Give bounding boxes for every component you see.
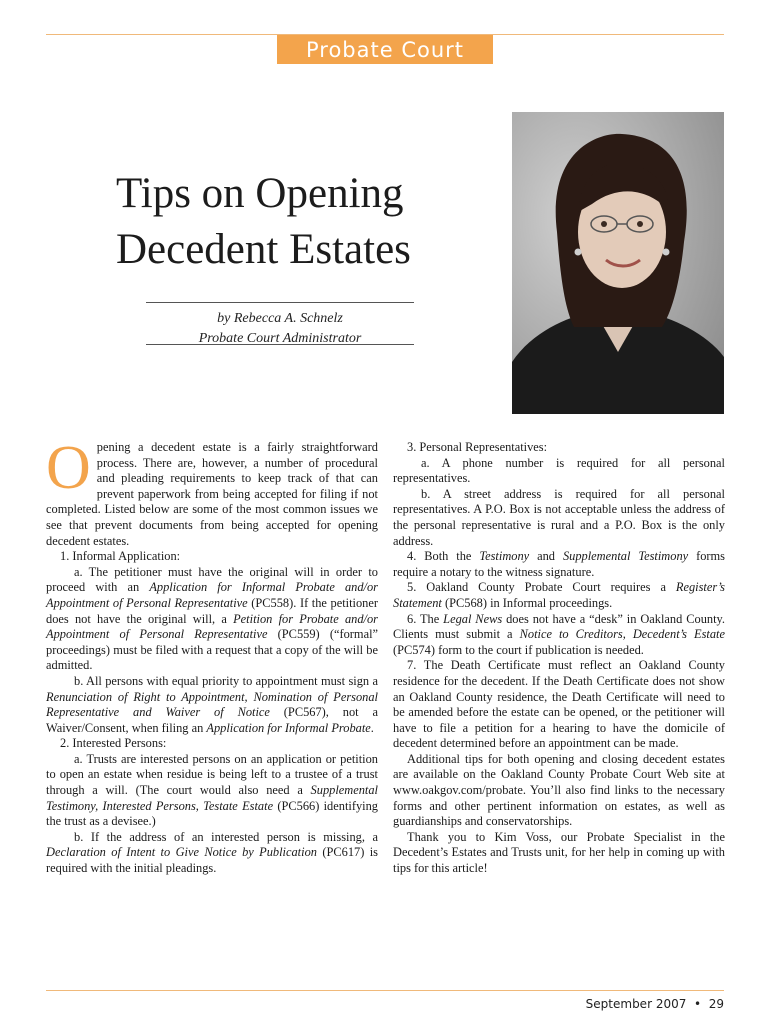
title-line-2: Decedent Estates	[116, 226, 411, 273]
list-item: 2. Interested Persons:	[60, 736, 167, 751]
author-photo	[512, 112, 724, 414]
article-column-right	[393, 440, 725, 877]
article-title	[116, 166, 496, 278]
footer-separator: •	[694, 997, 702, 1011]
list-item: b. If the address of an interested person is missing, a Declaration of Intent to Give Notice by Publication (PC617) is required with the initial pleadings.	[46, 829, 378, 876]
byline	[146, 309, 414, 349]
list-item: a. The petitioner must have the original will in order to proceed with an Application for Informal Probate and/or Appointment of Personal Representative (PC558). If the petitioner does not have the original will, a Petition for Probate and/or Appointment of Personal Representative (PC559) (“formal” proceedings) must be filed with a request that a copy of the will be admitted.	[46, 564, 379, 673]
section-banner: Probate Court	[277, 35, 493, 64]
list-item: a. Trusts are interested persons on an application or petition to open an estate when residue is being left to a trustee of a trust through a will. (The court would also need a Supplemental Testimony, Interested Persons, Testate Estate (PC566) identifying the trust as a devisee.)	[46, 751, 378, 829]
bottom-rule	[46, 990, 724, 991]
drop-cap: O	[46, 434, 91, 502]
acknowledgement-paragraph: Thank you to Kim Voss, our Probate Specialist in the Decedent’s Estates and Trusts unit, for her help in coming up with tips for this article!	[393, 829, 725, 876]
list-item: 3. Personal Representatives:	[407, 440, 548, 454]
title-line-1: Tips on Opening	[116, 170, 404, 217]
list-item: b. A street address is required for all personal representatives. A P.O. Box is not acceptable unless the address of the personal representative is rural and a P.O. Box is the only address.	[393, 486, 725, 548]
article-column-left	[46, 434, 379, 877]
list-item: b. All persons with equal priority to appointment must sign a Renunciation of Right to Appointment, Nomination of Personal Representative and Waiver of Notice (PC567), not a Waiver/Consent, when filing an Application for Informal Probate.	[46, 673, 379, 735]
list-item: 1. Informal Application:	[60, 549, 181, 564]
byline-bottom-rule	[146, 344, 414, 345]
byline-role: Probate Court Administrator	[198, 331, 362, 346]
list-item: 5. Oakland County Probate Court requires a Register’s Statement (PC568) in Informal proceedings.	[393, 580, 725, 610]
byline-author: by Rebecca A. Schnelz	[217, 311, 343, 326]
list-item: 4. Both the Testimony and Supplemental Testimony forms require a notary to the witness signature.	[393, 549, 725, 579]
page-number: 29	[708, 997, 724, 1011]
list-item: 6. The Legal News does not have a “desk” in Oakland County. Clients must submit a Notice to Creditors, Decedent’s Estate (PC574) form to the court if publication is needed.	[393, 611, 726, 657]
page-footer	[586, 997, 724, 1011]
footer-date: September 2007	[585, 997, 687, 1011]
list-item: 7. The Death Certificate must reflect an Oakland County residence for the decedent. If the Death Certificate does not show an Oakland County residence, the Death Certificate will need to be amended before the estate can be opened, or the petitioner will have to file a petition for a hearing to have the domicile of decedent determined before an appointment can be made.	[393, 658, 725, 751]
byline-top-rule	[146, 302, 414, 303]
list-item: a. A phone number is required for all personal representatives.	[393, 455, 725, 486]
closing-paragraph: Additional tips for both opening and closing decedent estates are available on the Oakland County Probate Court Web site at www.oakgov.com/probate. You’ll also find links to the necessary forms and other pertinent information on estates, as well as guardianships and conservatorships.	[393, 751, 725, 829]
intro-paragraph: Opening a decedent estate is a fairly straightforward process. There are, however, a number of procedural and pleading requirements to keep track of that can prevent paperwork from being accepted for filing if not completed. Listed below are some of the most common issues we see that prevent documents from being accepted for opening decedent estates.	[46, 434, 378, 548]
